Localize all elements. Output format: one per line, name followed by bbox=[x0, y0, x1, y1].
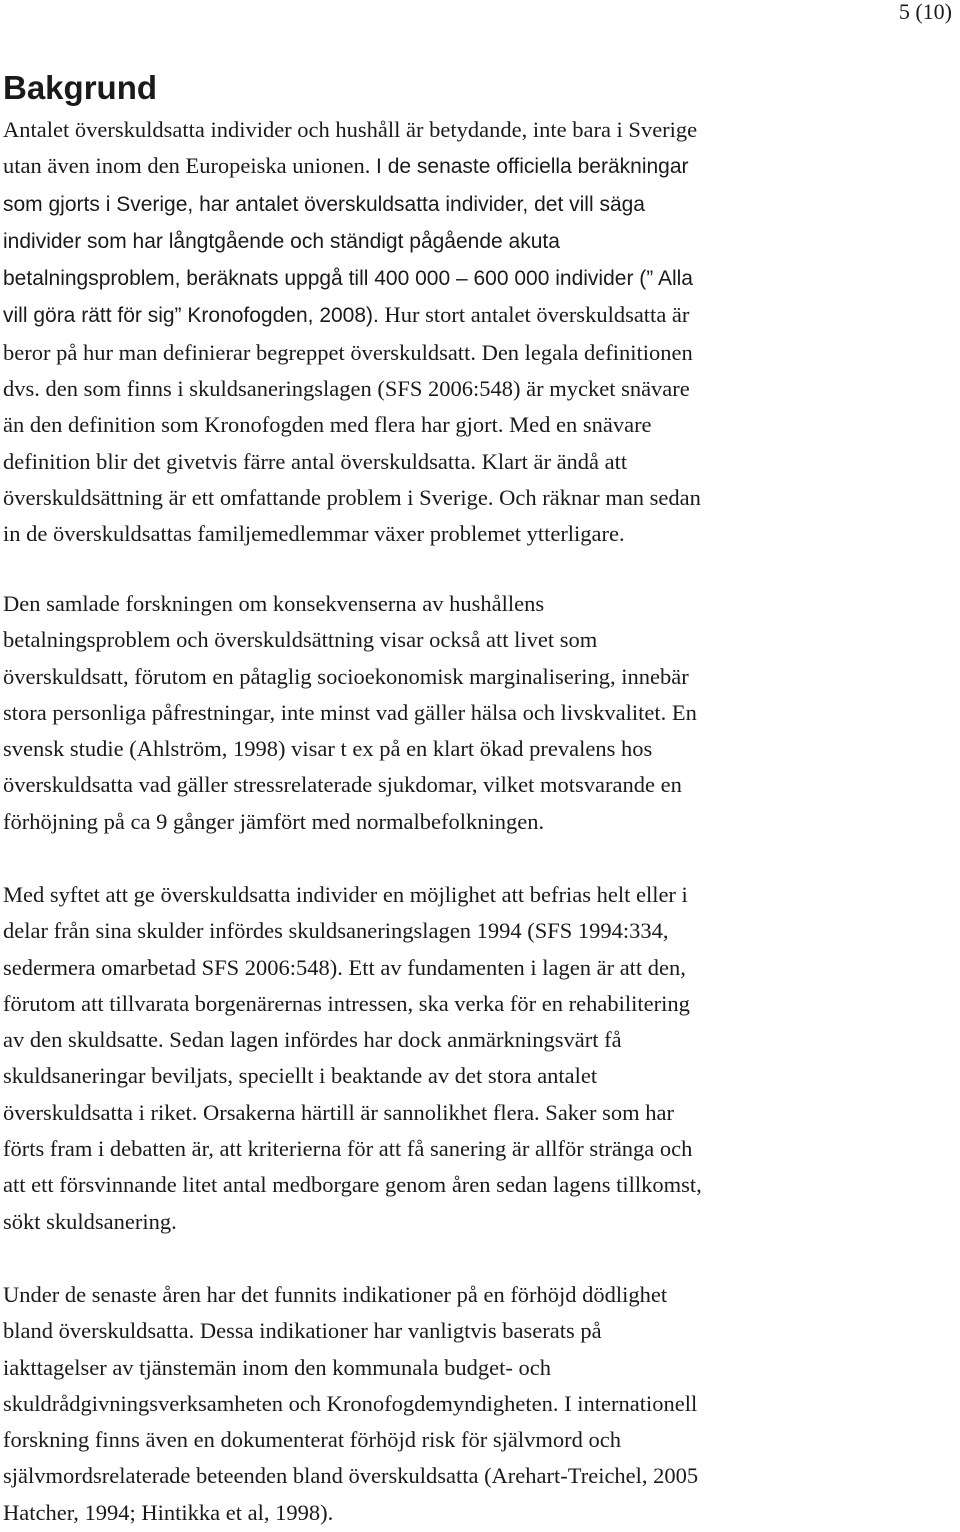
paragraph-4: Under de senaste åren har det funnits indikationer på en förhöjd dödlighet bland överskuldsatta. Dessa indikationer har vanligtvis baserats på iakttagelser av tjänstemän inom den kommunala budget- och skuldrådgivningsverksamheten och Kronofogdemyndigheten. I internationell forskning finns även en dokumenterat förhöjd risk för självmord och självmordsrelaterade beteenden bland överskuldsatta (Arehart-Treichel, 2005 Hatcher, 1994; Hintikka et al, 1998). bbox=[3, 1282, 699, 1525]
paragraph-1-conclusion: Hur stort antalet överskuldsatta är beror på hur man definierar begreppet överskuldsatt. Den legala definitionen dvs. den som finns i skuldsaneringslagen (SFS 2006:548) är mycket snävare än den definition som Kronofogden med flera har gjort. Med en snävare definition blir det givetvis färre antal överskuldsatta. Klart är ändå att överskuldsättning är ett omfattande problem i Sverige. Och räknar man sedan in de överskuldsattas familjemedlemmar växer problemet ytterligare. bbox=[3, 302, 701, 547]
paragraph-1 bbox=[3, 112, 958, 553]
paragraph-2: Den samlade forskningen om konsekvenserna av hushållens betalningsproblem och överskuldsättning visar också att livet som överskuldsatt, förutom en påtaglig socioekonomisk marginalisering, innebär stora personliga påfrestningar, inte minst vad gäller hälsa och livskvalitet. En svensk studie (Ahlström, 1998) visar t ex på en klart ökad prevalens hos överskuldsatta vad gäller stressrelaterade sjukdomar, vilket motsvarande en förhöjning på ca 9 gånger jämfört med normalbefolkningen. bbox=[3, 591, 697, 834]
paragraph-1-official-estimate: I de senaste officiella beräkningar som gjorts i Sverige, har antalet överskuldsatta individer, det vill säga individer som har långtgående och ständigt pågående akuta betalningsproblem, beräknats uppgå till 400 000 – 600 000 individer (” Alla vill göra rätt för sig” Kronofogden, 2008). bbox=[3, 155, 693, 328]
paragraph-3: Med syftet att ge överskuldsatta individer en möjlighet att befrias helt eller i delar från sina skulder infördes skuldsaneringslagen 1994 (SFS 1994:334, sedermera omarbetad SFS 2006:548). Ett av fundamenten i lagen är att den, förutom att tillvarata borgenärernas intressen, ska verka för en rehabilitering av den skuldsatte. Sedan lagen infördes har dock anmärkningsvärt få skuldsaneringar beviljats, speciellt i beaktande av det stora antalet överskuldsatta i riket. Orsakerna härtill är sannolikhet flera. Saker som har förts fram i debatten är, att kriterierna för att få sanering är allför stränga och att ett försvinnande litet antal medborgare genom åren sedan lagens tillkomst, sökt skuldsanering. bbox=[3, 882, 702, 1234]
section-heading: Bakgrund bbox=[3, 69, 158, 106]
paragraph-1-intro: Antalet överskuldsatta individer och hushåll är betydande, inte bara i Sverige utan även inom den Europeiska unionen. bbox=[3, 117, 698, 179]
page-number: 5 (10) bbox=[898, 0, 952, 24]
